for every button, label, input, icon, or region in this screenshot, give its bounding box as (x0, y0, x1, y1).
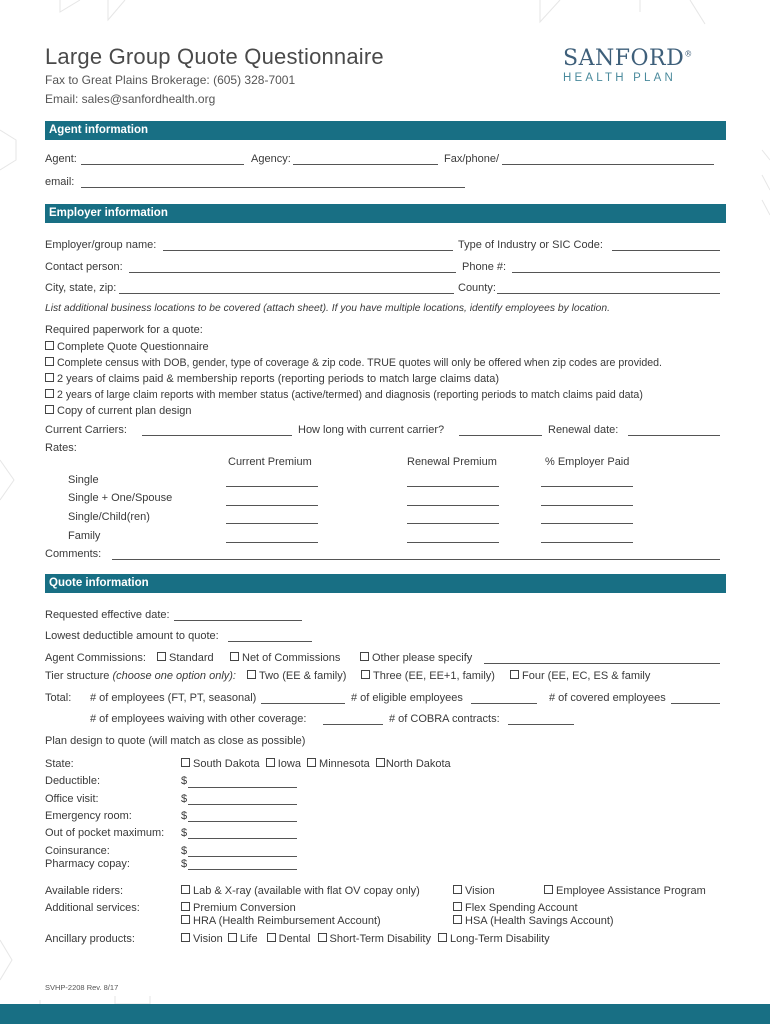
checkbox[interactable] (318, 933, 327, 942)
checkbox[interactable] (230, 652, 239, 661)
county-label: County: (458, 282, 496, 294)
county-field[interactable] (497, 293, 720, 294)
form-code: SVHP-2208 Rev. 8/17 (45, 983, 119, 992)
agent-email-field[interactable] (81, 187, 465, 188)
checkbox[interactable] (453, 885, 462, 894)
employer-paid-field[interactable] (541, 542, 633, 543)
option-label: HRA (Health Reimbursement Account) (193, 915, 381, 927)
checkbox[interactable] (453, 902, 462, 911)
logo-registered-mark: ® (684, 49, 693, 59)
logo-text: SANFORD (563, 46, 685, 71)
ancillary-options (181, 933, 550, 945)
checkbox[interactable] (181, 758, 190, 767)
deductible-label: Lowest deductible amount to quote: (45, 630, 219, 642)
state-label: State: (45, 758, 74, 770)
deductible-amount-field[interactable] (228, 641, 312, 642)
service-hsa (453, 915, 614, 927)
out-of-pocket-field[interactable] (188, 838, 297, 839)
service-hra (181, 915, 381, 927)
renewal-premium-field[interactable] (407, 542, 499, 543)
dollar-sign: $ (181, 827, 188, 839)
checkbox[interactable] (181, 885, 190, 894)
logo-subtitle: HEALTH PLAN (563, 72, 676, 84)
industry-field[interactable] (612, 250, 720, 251)
waiving-label: # of employees waiving with other coverage: (90, 713, 307, 725)
rate-column-header: Current Premium (228, 456, 312, 468)
option-label: Premium Conversion (193, 902, 296, 914)
option-label: Standard (169, 652, 214, 664)
riders-label: Available riders: (45, 885, 124, 897)
city-field[interactable] (119, 293, 454, 294)
rate-row-label: Family (68, 530, 101, 542)
renewal-premium-field[interactable] (407, 523, 499, 524)
option-label: Two (EE & family) (259, 670, 347, 682)
agency-label: Agency: (251, 153, 291, 165)
service-flex-spending (453, 902, 578, 914)
option-label: Other please specify (372, 652, 473, 664)
dollar-sign: $ (181, 810, 188, 822)
paperwork-text: Complete Quote Questionnaire (57, 341, 209, 353)
services-label: Additional services: (45, 902, 140, 914)
option-label: Flex Spending Account (465, 902, 578, 914)
rate-column-header: Renewal Premium (407, 456, 497, 468)
rate-row-label: Single + One/Spouse (68, 492, 173, 504)
plan-design-label: Plan design to quote (will match as close as possible) (45, 735, 306, 747)
dollar-sign: $ (181, 845, 188, 857)
checkbox[interactable] (360, 652, 369, 661)
option-label: Vision (465, 885, 495, 897)
dollar-sign: $ (181, 793, 188, 805)
checkbox[interactable] (361, 670, 370, 679)
dollar-sign: $ (181, 858, 188, 870)
employees-field[interactable] (261, 703, 345, 704)
ancillary-label: Ancillary products: (45, 933, 135, 945)
dollar-sign: $ (181, 775, 188, 787)
checkbox[interactable] (228, 933, 237, 942)
service-premium-conversion (181, 902, 296, 914)
how-long-label: How long with current carrier? (298, 424, 445, 436)
covered-field[interactable] (671, 703, 720, 704)
cobra-field[interactable] (508, 724, 574, 725)
commission-option-standard (157, 652, 214, 664)
agent-email-label: email: (45, 176, 75, 188)
employer-paid-field[interactable] (541, 505, 633, 506)
option-label: Three (EE, EE+1, family) (373, 670, 495, 682)
checkbox[interactable] (438, 933, 447, 942)
total-label: Total: (45, 692, 72, 704)
paperwork-item (45, 373, 499, 385)
tier-structure-label (45, 670, 236, 682)
section-employer-information: Employer information (45, 204, 726, 223)
office-visit-field[interactable] (188, 804, 297, 805)
agent-field[interactable] (81, 164, 244, 165)
other-commission-field[interactable] (484, 663, 720, 664)
employer-name-label: Employer/group name: (45, 239, 157, 251)
checkbox[interactable] (45, 357, 54, 366)
option-label: HSA (Health Savings Account) (465, 915, 614, 927)
rates-label: Rates: (45, 442, 77, 454)
tier-option-two (247, 670, 346, 682)
tier-label-text: Tier structure (45, 670, 110, 682)
carriers-field[interactable] (142, 435, 292, 436)
fax-line: Fax to Great Plains Brokerage: (605) 328-7001 (45, 73, 296, 87)
ancillary-vision: Vision (193, 933, 223, 945)
checkbox[interactable] (544, 885, 553, 894)
covered-label: # of covered employees (549, 692, 666, 704)
agent-label: Agent: (45, 153, 77, 165)
option-label: Four (EE, EC, ES & family (522, 670, 651, 682)
email-line: Email: sales@sanfordhealth.org (45, 92, 216, 106)
fax-phone-label: Fax/phone/ (444, 153, 500, 165)
employer-paid-field[interactable] (541, 523, 633, 524)
tier-note: (choose one option only): (112, 670, 236, 682)
page-title: Large Group Quote Questionnaire (45, 44, 384, 69)
ancillary-short-term-disability: Short-Term Disability (329, 933, 431, 945)
paperwork-item (45, 357, 662, 369)
checkbox[interactable] (266, 758, 275, 767)
rider-eap (544, 885, 706, 897)
option-label: Employee Assistance Program (556, 885, 706, 897)
state-iowa: Iowa (277, 758, 301, 770)
eligible-label: # of eligible employees (351, 692, 463, 704)
paperwork-text: 2 years of claims paid & membership reports (reporting periods to match large claims data) (57, 373, 500, 385)
paperwork-item (45, 341, 209, 353)
ancillary-dental: Dental (278, 933, 311, 945)
checkbox[interactable] (45, 389, 54, 398)
contact-field[interactable] (129, 272, 456, 273)
ancillary-life: Life (239, 933, 258, 945)
dollar-field-label: Pharmacy copay: (45, 858, 130, 870)
dollar-field-label: Deductible: (45, 775, 101, 787)
emergency-room-field[interactable] (188, 821, 297, 822)
checkbox[interactable] (45, 341, 54, 350)
current-premium-field[interactable] (226, 542, 318, 543)
checkbox[interactable] (247, 670, 256, 679)
checkbox[interactable] (45, 373, 54, 382)
tier-option-three (361, 670, 495, 682)
phone-field[interactable] (512, 272, 720, 273)
checkbox[interactable] (453, 915, 462, 924)
effective-date-field[interactable] (174, 620, 302, 621)
section-agent-information: Agent information (45, 121, 726, 140)
industry-label: Type of Industry or SIC Code: (458, 239, 603, 251)
paperwork-item (45, 389, 643, 401)
renewal-premium-field[interactable] (407, 505, 499, 506)
employer-paid-field[interactable] (541, 486, 633, 487)
employees-label: # of employees (FT, PT, seasonal) (90, 692, 257, 704)
ancillary-long-term-disability: Long-Term Disability (450, 933, 550, 945)
cobra-label: # of COBRA contracts: (389, 713, 500, 725)
carriers-label: Current Carriers: (45, 424, 127, 436)
dollar-field-label: Emergency room: (45, 810, 132, 822)
renewal-date-field[interactable] (628, 435, 720, 436)
paperwork-title: Required paperwork for a quote: (45, 324, 203, 336)
eligible-field[interactable] (471, 703, 537, 704)
dollar-field-label: Office visit: (45, 793, 99, 805)
contact-label: Contact person: (45, 261, 123, 273)
checkbox[interactable] (181, 902, 190, 911)
commissions-label: Agent Commissions: (45, 652, 146, 664)
section-quote-information: Quote information (45, 574, 726, 593)
option-label: Net of Commissions (242, 652, 341, 664)
dollar-field-label: Out of pocket maximum: (45, 827, 165, 839)
checkbox[interactable] (181, 933, 190, 942)
checkbox[interactable] (157, 652, 166, 661)
deductible-field[interactable] (188, 787, 297, 788)
comments-field[interactable] (112, 559, 720, 560)
checkbox[interactable] (45, 405, 54, 414)
current-premium-field[interactable] (226, 505, 318, 506)
pharmacy-copay-field[interactable] (188, 869, 297, 870)
rate-row-label: Single/Child(ren) (68, 511, 150, 523)
footer-bar (0, 1004, 770, 1024)
employer-name-field[interactable] (163, 250, 453, 251)
current-premium-field[interactable] (226, 486, 318, 487)
effective-date-label: Requested effective date: (45, 609, 170, 621)
how-long-field[interactable] (459, 435, 542, 436)
state-north-dakota: North Dakota (385, 758, 451, 770)
agency-field[interactable] (293, 164, 438, 165)
renewal-date-label: Renewal date: (548, 424, 619, 436)
phone-label: Phone #: (462, 261, 507, 273)
option-label: Lab & X-ray (available with flat OV copay only) (193, 885, 420, 897)
rider-lab-xray (181, 885, 420, 897)
commission-option-net (230, 652, 340, 664)
locations-note: List additional business locations to be covered (attach sheet). If you have multiple locations, identify employees by location. (45, 303, 610, 314)
tier-option-four (510, 670, 650, 682)
checkbox[interactable] (510, 670, 519, 679)
checkbox[interactable] (267, 933, 276, 942)
city-label: City, state, zip: (45, 282, 117, 294)
state-minnesota: Minnesota (319, 758, 370, 770)
rider-vision (453, 885, 495, 897)
paperwork-text: 2 years of large claim reports with member status (active/termed) and diagnosis (reporting periods to match claims paid data) (57, 389, 643, 401)
paperwork-text: Copy of current plan design (57, 405, 192, 417)
commission-option-other (360, 652, 472, 664)
sanford-logo (563, 46, 693, 71)
rate-row-label: Single (68, 474, 99, 486)
fax-phone-field[interactable] (502, 164, 714, 165)
renewal-premium-field[interactable] (407, 486, 499, 487)
paperwork-item (45, 405, 192, 417)
coinsurance-field[interactable] (188, 856, 297, 857)
state-options (181, 758, 451, 770)
checkbox[interactable] (307, 758, 316, 767)
paperwork-text: Complete census with DOB, gender, type of coverage & zip code. TRUE quotes will only be offered when zip codes are provided. (57, 357, 662, 369)
checkbox[interactable] (376, 758, 385, 767)
dollar-field-label: Coinsurance: (45, 845, 110, 857)
rate-column-header: % Employer Paid (545, 456, 630, 468)
comments-label: Comments: (45, 548, 102, 560)
waiving-field[interactable] (323, 724, 383, 725)
state-south-dakota: South Dakota (193, 758, 260, 770)
current-premium-field[interactable] (226, 523, 318, 524)
checkbox[interactable] (181, 915, 190, 924)
